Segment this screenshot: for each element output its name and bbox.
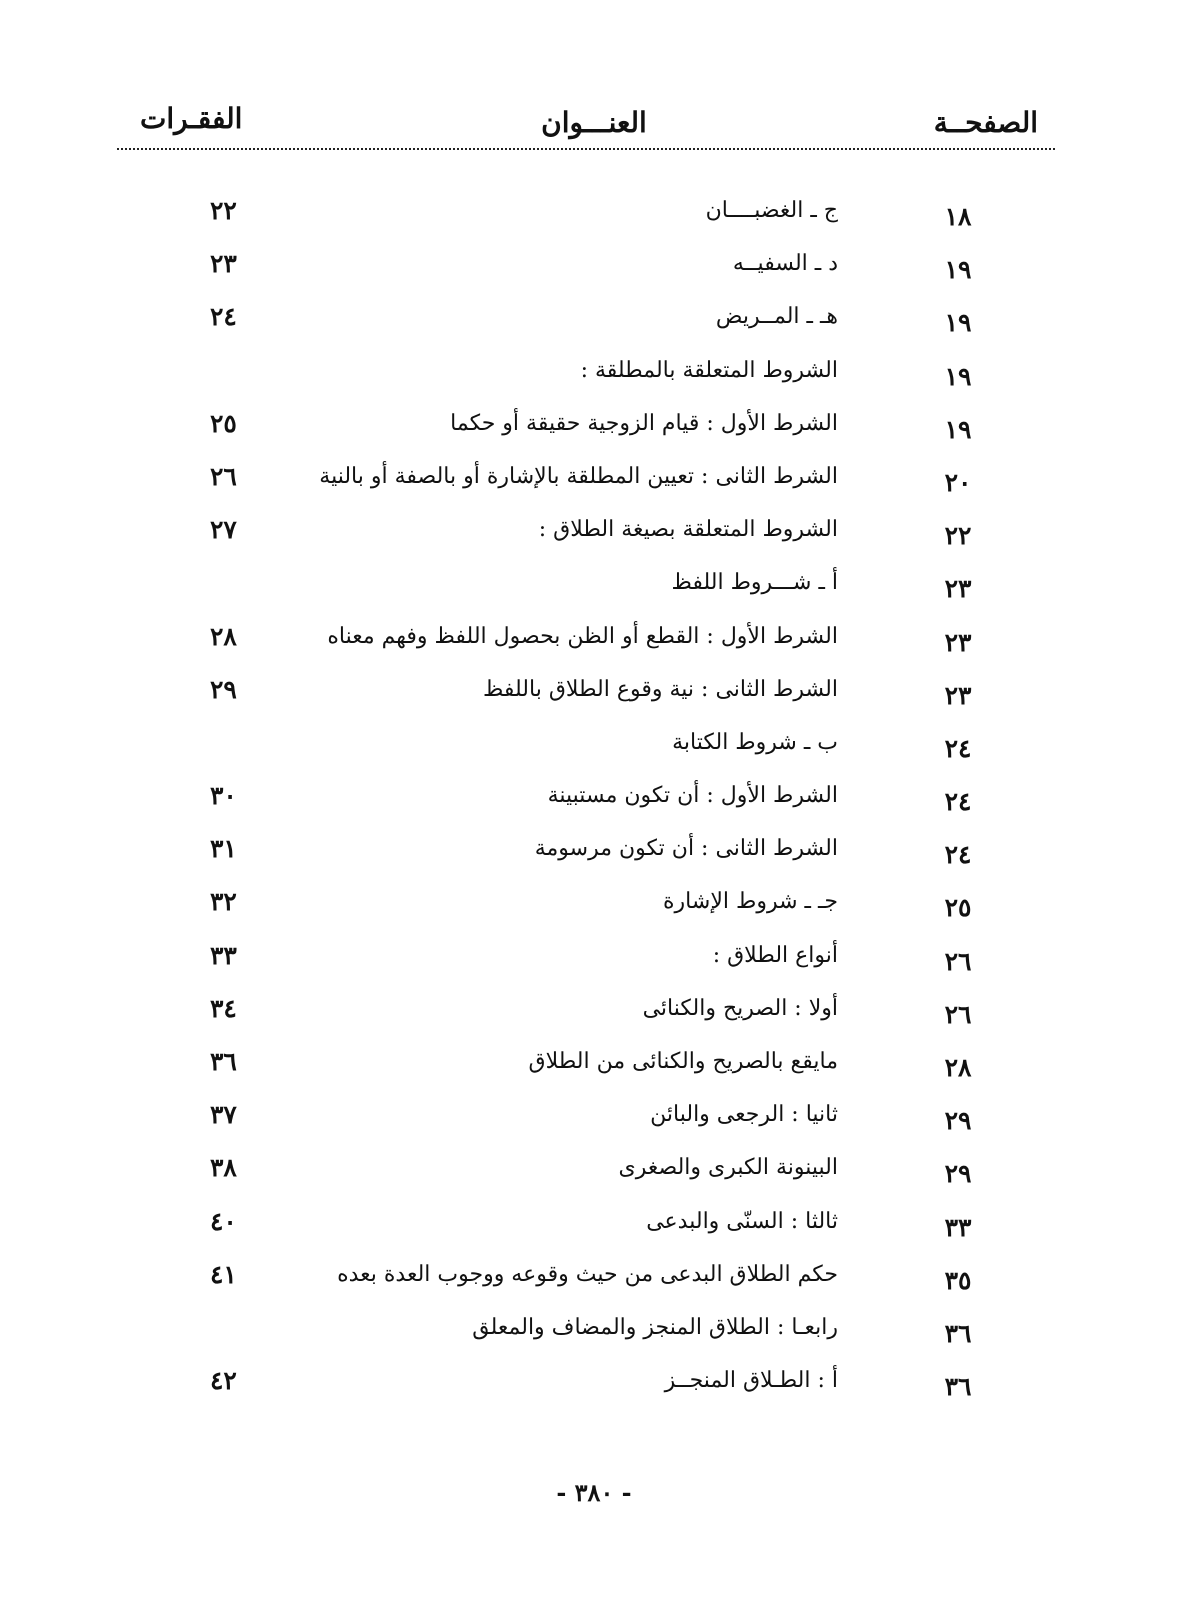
toc-page-number: ٣٦: [944, 1318, 972, 1348]
toc-page-number: ٢٣: [944, 627, 972, 657]
toc-row: [0, 566, 1188, 619]
toc-row: [0, 832, 1188, 885]
toc-entry-title: أنواع الطلاق :: [712, 942, 838, 968]
toc-paragraph-number: ٣٢: [210, 887, 237, 917]
toc-entry-title: الشرط الثانى : تعيين المطلقة بالإشارة أو بالصفة أو بالنية: [319, 463, 838, 489]
toc-page-number: ٢٥: [944, 893, 972, 923]
toc-page-number: ١٩: [944, 255, 972, 285]
toc-page-number: ٢٣: [944, 574, 972, 604]
toc-paragraph-number: ٣٧: [210, 1100, 237, 1130]
toc-entry-title: هـ ـ المــريض: [715, 304, 838, 330]
toc-entry-title: ب ـ شروط الكتابة: [672, 729, 838, 755]
toc-row: [0, 407, 1188, 460]
toc-row: [0, 300, 1188, 353]
toc-entry-title: الشروط المتعلقة بصيغة الطلاق :: [538, 517, 838, 543]
toc-row: [0, 992, 1188, 1045]
toc-page-number: ٢٢: [944, 521, 972, 551]
toc-paragraph-number: ٣٤: [210, 993, 237, 1023]
toc-entry-title: الشرط الثانى : نية وقوع الطلاق باللفظ: [483, 676, 838, 702]
toc-entry-title: الشروط المتعلقة بالمطلقة :: [580, 357, 838, 383]
toc-paragraph-number: ٢٢: [210, 196, 237, 225]
toc-page-number: ١٩: [944, 361, 972, 391]
toc-entry-title: الشرط الثانى : أن تكون مرسومة: [534, 836, 838, 862]
toc-page-number: ٢٩: [944, 1106, 972, 1136]
toc-row: [0, 726, 1188, 779]
toc-entry-title: أولا : الصريح والكنائى: [642, 995, 838, 1021]
toc-page-number: ٢٠: [944, 467, 972, 497]
toc-entry-title: الشرط الأول : أن تكون مستبينة: [547, 783, 838, 809]
toc-row: [0, 354, 1188, 407]
toc-paragraph-number: ٢٤: [210, 302, 237, 332]
toc-paragraph-number: ٢٦: [210, 461, 237, 491]
column-header-paragraphs: الفقـرات: [140, 102, 243, 135]
toc-entry-title: حكم الطلاق البدعى من حيث وقوعه ووجوب العدة بعده: [337, 1261, 838, 1287]
toc-entry-title: أ ـ شـــروط اللفظ: [671, 570, 838, 596]
toc-page-number: ١٨: [944, 202, 972, 231]
toc-row: [0, 939, 1188, 992]
toc-row: [0, 620, 1188, 673]
table-of-contents-list: [0, 194, 1188, 1417]
toc-row: [0, 1311, 1188, 1364]
column-header-title: العنـــوان: [541, 106, 647, 139]
toc-page-number: ٢٤: [944, 733, 972, 763]
toc-entry-title: الشرط الأول : قيام الزوجية حقيقة أو حكما: [450, 410, 838, 436]
toc-entry-title: رابعـا : الطلاق المنجز والمضاف والمعلق: [472, 1314, 838, 1340]
toc-page-number: ٢٦: [944, 999, 972, 1029]
toc-paragraph-number: ٢٩: [210, 674, 237, 704]
toc-page-number: ٢٨: [944, 1053, 972, 1082]
toc-row: [0, 513, 1188, 566]
toc-paragraph-number: ٢٣: [210, 249, 237, 279]
toc-paragraph-number: ٤٠: [210, 1206, 237, 1236]
toc-page-number: ٣٦: [944, 1372, 972, 1402]
toc-row: [0, 1364, 1188, 1417]
toc-row: [0, 460, 1188, 513]
toc-page-number: ٣٣: [944, 1212, 972, 1242]
toc-entry-title: ثالثا : السنّى والبدعى: [646, 1208, 838, 1234]
toc-paragraph-number: ٣٣: [210, 940, 237, 970]
toc-paragraph-number: ٣٨: [210, 1153, 237, 1183]
toc-entry-title: أ : الطـلاق المنجــز: [664, 1368, 838, 1394]
table-of-contents-header: [0, 96, 1188, 156]
toc-row: [0, 1258, 1188, 1311]
toc-paragraph-number: ٤٢: [210, 1366, 237, 1396]
toc-page-number: ١٩: [944, 414, 972, 444]
toc-row: [0, 1045, 1188, 1098]
toc-row: [0, 885, 1188, 938]
toc-page-number: ٢٤: [944, 787, 972, 817]
toc-entry-title: د ـ السفيــه: [732, 251, 838, 277]
toc-row: [0, 779, 1188, 832]
column-header-page: الصفحــة: [933, 106, 1038, 139]
toc-paragraph-number: ٢٨: [210, 621, 237, 651]
toc-page-number: ١٩: [944, 308, 972, 338]
toc-row: [0, 673, 1188, 726]
toc-paragraph-number: ٣١: [210, 834, 237, 864]
toc-row: [0, 247, 1188, 300]
header-divider: [117, 148, 1055, 150]
toc-row: [0, 194, 1188, 247]
toc-entry-title: البينونة الكبرى والصغرى: [618, 1155, 838, 1181]
toc-page-number: ٢٦: [944, 946, 972, 976]
toc-paragraph-number: ٤١: [210, 1259, 237, 1289]
toc-page-number: ٣٥: [944, 1265, 972, 1295]
toc-entry-title: ثانيا : الرجعى والبائن: [650, 1102, 838, 1128]
toc-paragraph-number: ٢٧: [210, 515, 237, 545]
toc-row: [0, 1205, 1188, 1258]
toc-paragraph-number: ٣٠: [210, 781, 237, 811]
toc-page-number: ٢٣: [944, 680, 972, 710]
toc-entry-title: مايقع بالصريح والكنائى من الطلاق: [528, 1049, 838, 1074]
toc-row: [0, 1098, 1188, 1151]
toc-row: [0, 1151, 1188, 1204]
page-number-footer: - ٣٨٠ -: [556, 1478, 632, 1507]
toc-entry-title: جـ ـ شروط الإشارة: [663, 889, 838, 915]
toc-paragraph-number: ٢٥: [210, 408, 237, 438]
toc-paragraph-number: ٣٦: [210, 1047, 237, 1076]
toc-page-number: ٢٤: [944, 840, 972, 870]
toc-page-number: ٢٩: [944, 1159, 972, 1189]
toc-entry-title: الشرط الأول : القطع أو الظن بحصول اللفظ وفهم معناه: [327, 623, 838, 649]
toc-entry-title: ج ـ الغضبــــان: [705, 198, 838, 223]
